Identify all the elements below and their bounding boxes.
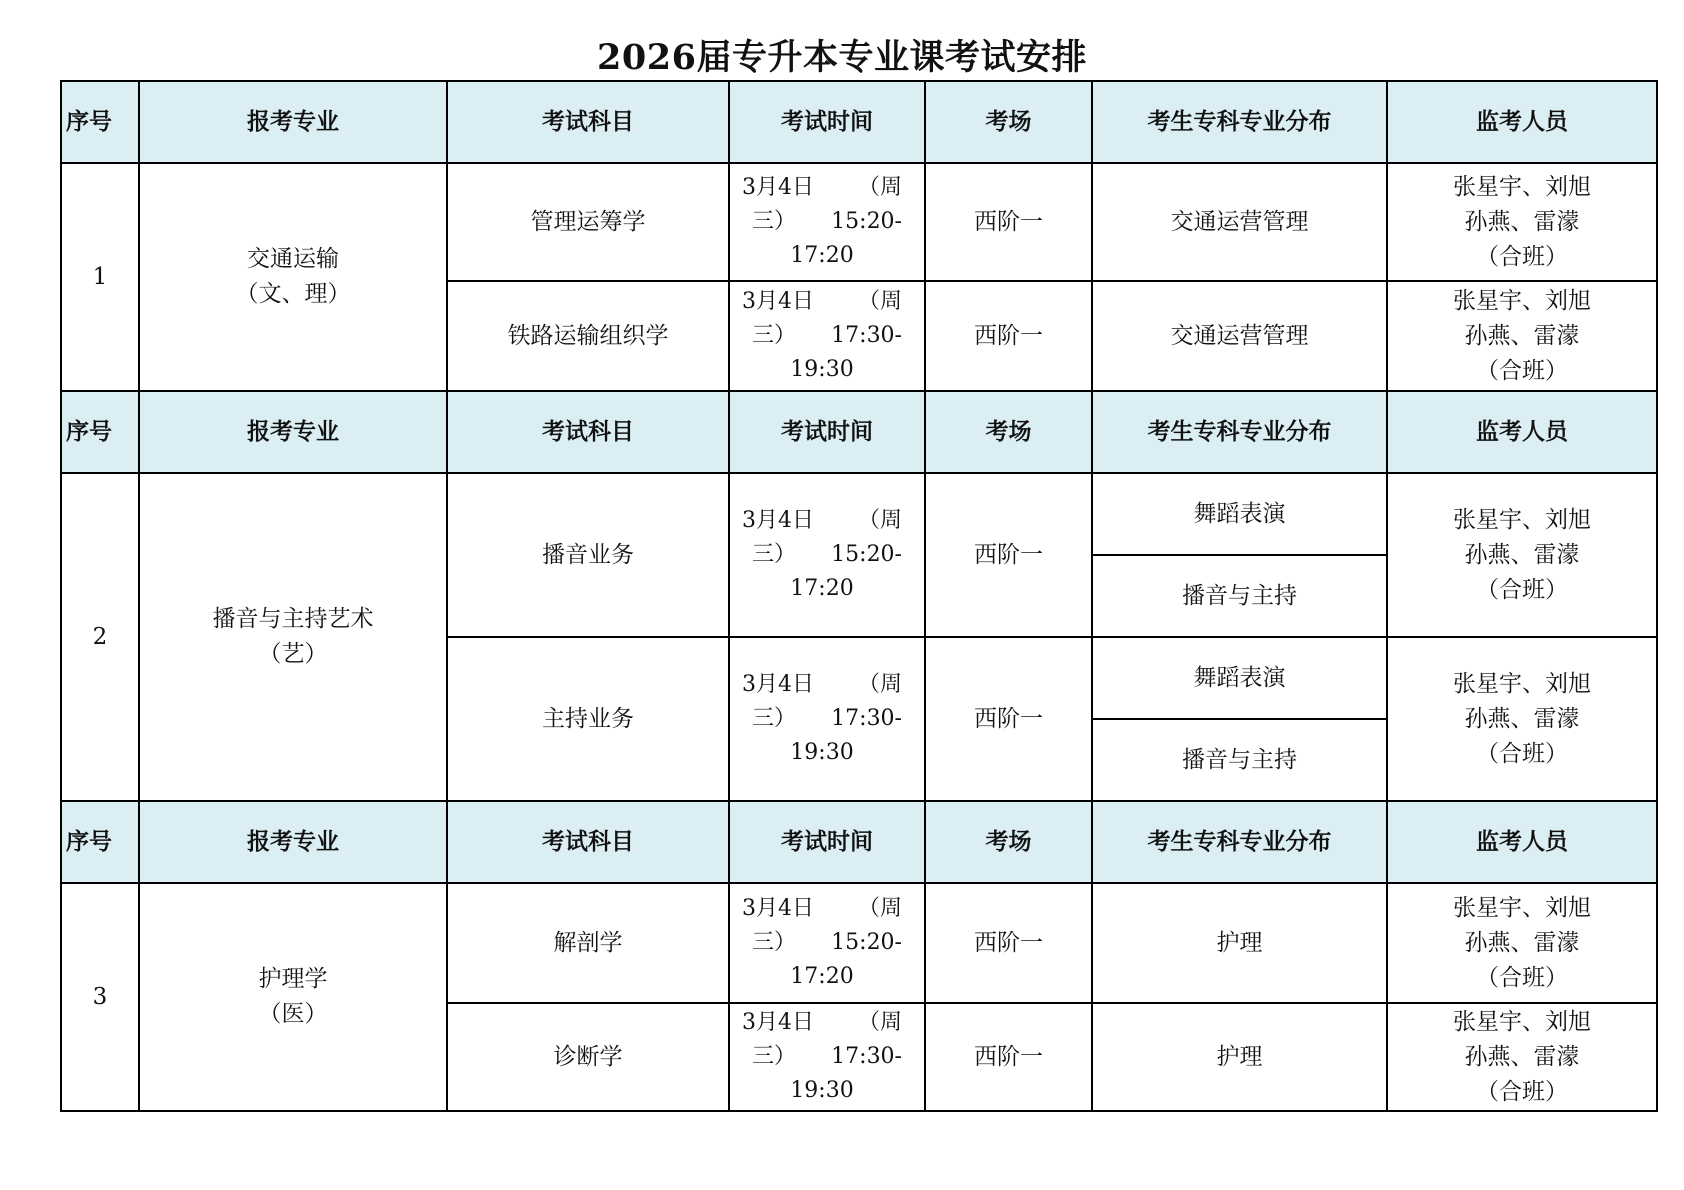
header-subject: 考试科目	[447, 801, 729, 883]
time-text	[742, 892, 902, 994]
proctor-line2: 孙燕、雷濛	[1464, 1043, 1580, 1070]
exam-date: 3月4日	[742, 508, 814, 533]
room-cell: 西阶一	[925, 163, 1092, 281]
exam-time-start: 15:20-	[831, 542, 902, 567]
exam-weekday-close: 三）	[752, 930, 797, 955]
proctor-line1: 张星宇、刘旭	[1453, 506, 1591, 533]
subject-cell: 解剖学	[447, 883, 729, 1003]
proctor-line3: （合班）	[1476, 243, 1568, 270]
subject-cell: 铁路运输组织学	[447, 281, 729, 391]
distribution-cell: 播音与主持	[1092, 719, 1387, 801]
header-time: 考试时间	[729, 81, 925, 163]
header-distribution: 考生专科专业分布	[1092, 81, 1387, 163]
header-row	[61, 801, 1657, 883]
header-proctor: 监考人员	[1387, 801, 1657, 883]
header-row	[61, 391, 1657, 473]
subject-cell: 管理运筹学	[447, 163, 729, 281]
page-title: 2026届专升本专业课考试安排	[597, 37, 1087, 78]
time-cell	[729, 1003, 925, 1111]
time-cell	[729, 473, 925, 637]
proctor-cell	[1387, 163, 1657, 281]
major-cell	[139, 883, 447, 1111]
room-cell: 西阶一	[925, 637, 1092, 801]
exam-date: 3月4日	[742, 1010, 814, 1035]
proctor-line1: 张星宇、刘旭	[1453, 173, 1591, 200]
table-row	[61, 473, 1657, 555]
distribution-cell: 护理	[1092, 883, 1387, 1003]
time-cell	[729, 883, 925, 1003]
time-cell	[729, 637, 925, 801]
header-row	[61, 81, 1657, 163]
exam-date: 3月4日	[742, 672, 814, 697]
proctor-line2: 孙燕、雷濛	[1464, 322, 1580, 349]
row-index: 2	[61, 473, 139, 801]
header-subject: 考试科目	[447, 81, 729, 163]
proctor-cell	[1387, 473, 1657, 637]
time-text	[742, 171, 902, 273]
distribution-cell: 交通运营管理	[1092, 281, 1387, 391]
distribution-cell: 交通运营管理	[1092, 163, 1387, 281]
exam-weekday-close: 三）	[752, 542, 797, 567]
major-cell	[139, 163, 447, 391]
proctor-cell	[1387, 281, 1657, 391]
header-proctor: 监考人员	[1387, 391, 1657, 473]
major-name: 播音与主持艺术	[212, 606, 374, 632]
row-index: 1	[61, 163, 139, 391]
header-distribution: 考生专科专业分布	[1092, 801, 1387, 883]
exam-weekday-open: （周	[857, 672, 902, 697]
exam-weekday-close: 三）	[752, 1044, 797, 1069]
room-cell: 西阶一	[925, 1003, 1092, 1111]
exam-date: 3月4日	[742, 896, 814, 921]
major-name: 交通运输	[247, 246, 339, 272]
exam-weekday-close: 三）	[752, 209, 797, 234]
proctor-line2: 孙燕、雷濛	[1464, 208, 1580, 235]
header-time: 考试时间	[729, 801, 925, 883]
exam-weekday-close: 三）	[752, 323, 797, 348]
exam-weekday-open: （周	[857, 175, 902, 200]
exam-time-start: 17:30-	[831, 1044, 902, 1069]
room-cell: 西阶一	[925, 883, 1092, 1003]
time-text	[742, 504, 902, 606]
exam-time-start: 15:20-	[831, 930, 902, 955]
exam-time-end: 17:20	[790, 964, 854, 989]
proctor-line2: 孙燕、雷濛	[1464, 541, 1580, 568]
exam-date: 3月4日	[742, 175, 814, 200]
exam-weekday-close: 三）	[752, 706, 797, 731]
time-cell	[729, 281, 925, 391]
proctor-line1: 张星宇、刘旭	[1453, 670, 1591, 697]
proctor-line3: （合班）	[1476, 357, 1568, 384]
header-major: 报考专业	[139, 391, 447, 473]
header-distribution: 考生专科专业分布	[1092, 391, 1387, 473]
header-room: 考场	[925, 391, 1092, 473]
time-text	[742, 285, 902, 387]
time-cell	[729, 163, 925, 281]
proctor-line3: （合班）	[1476, 964, 1568, 991]
header-index: 序号	[61, 391, 139, 473]
proctor-line3: （合班）	[1476, 1078, 1568, 1105]
proctor-cell	[1387, 1003, 1657, 1111]
exam-weekday-open: （周	[857, 289, 902, 314]
distribution-cell: 舞蹈表演	[1092, 637, 1387, 719]
header-major: 报考专业	[139, 801, 447, 883]
table-row	[61, 163, 1657, 281]
proctor-line2: 孙燕、雷濛	[1464, 929, 1580, 956]
header-proctor: 监考人员	[1387, 81, 1657, 163]
proctor-line1: 张星宇、刘旭	[1453, 1008, 1591, 1035]
proctor-line2: 孙燕、雷濛	[1464, 705, 1580, 732]
subject-cell: 主持业务	[447, 637, 729, 801]
major-category: （文、理）	[235, 281, 351, 307]
proctor-line3: （合班）	[1476, 740, 1568, 767]
distribution-cell: 舞蹈表演	[1092, 473, 1387, 555]
subject-cell: 诊断学	[447, 1003, 729, 1111]
header-room: 考场	[925, 801, 1092, 883]
proctor-line1: 张星宇、刘旭	[1453, 287, 1591, 314]
exam-time-start: 17:30-	[831, 323, 902, 348]
subject-cell: 播音业务	[447, 473, 729, 637]
exam-schedule-table	[60, 80, 1658, 1112]
exam-time-end: 19:30	[790, 1078, 854, 1103]
major-name: 护理学	[258, 966, 328, 992]
proctor-line3: （合班）	[1476, 576, 1568, 603]
room-cell: 西阶一	[925, 281, 1092, 391]
exam-time-end: 19:30	[790, 357, 854, 382]
major-category: （医）	[258, 1001, 328, 1027]
exam-time-end: 17:20	[790, 243, 854, 268]
exam-time-end: 17:20	[790, 576, 854, 601]
exam-date: 3月4日	[742, 289, 814, 314]
major-cell	[139, 473, 447, 801]
time-text	[742, 668, 902, 770]
header-room: 考场	[925, 81, 1092, 163]
distribution-cell: 播音与主持	[1092, 555, 1387, 637]
row-index: 3	[61, 883, 139, 1111]
exam-weekday-open: （周	[857, 508, 902, 533]
header-index: 序号	[61, 81, 139, 163]
proctor-line1: 张星宇、刘旭	[1453, 894, 1591, 921]
exam-weekday-open: （周	[857, 896, 902, 921]
exam-time-end: 19:30	[790, 740, 854, 765]
proctor-cell	[1387, 883, 1657, 1003]
exam-time-start: 17:30-	[831, 706, 902, 731]
header-time: 考试时间	[729, 391, 925, 473]
header-index: 序号	[61, 801, 139, 883]
exam-time-start: 15:20-	[831, 209, 902, 234]
table-row	[61, 883, 1657, 1003]
distribution-cell: 护理	[1092, 1003, 1387, 1111]
header-subject: 考试科目	[447, 391, 729, 473]
header-major: 报考专业	[139, 81, 447, 163]
time-text	[742, 1006, 902, 1108]
major-category: （艺）	[258, 641, 328, 667]
room-cell: 西阶一	[925, 473, 1092, 637]
exam-weekday-open: （周	[857, 1010, 902, 1035]
proctor-cell	[1387, 637, 1657, 801]
